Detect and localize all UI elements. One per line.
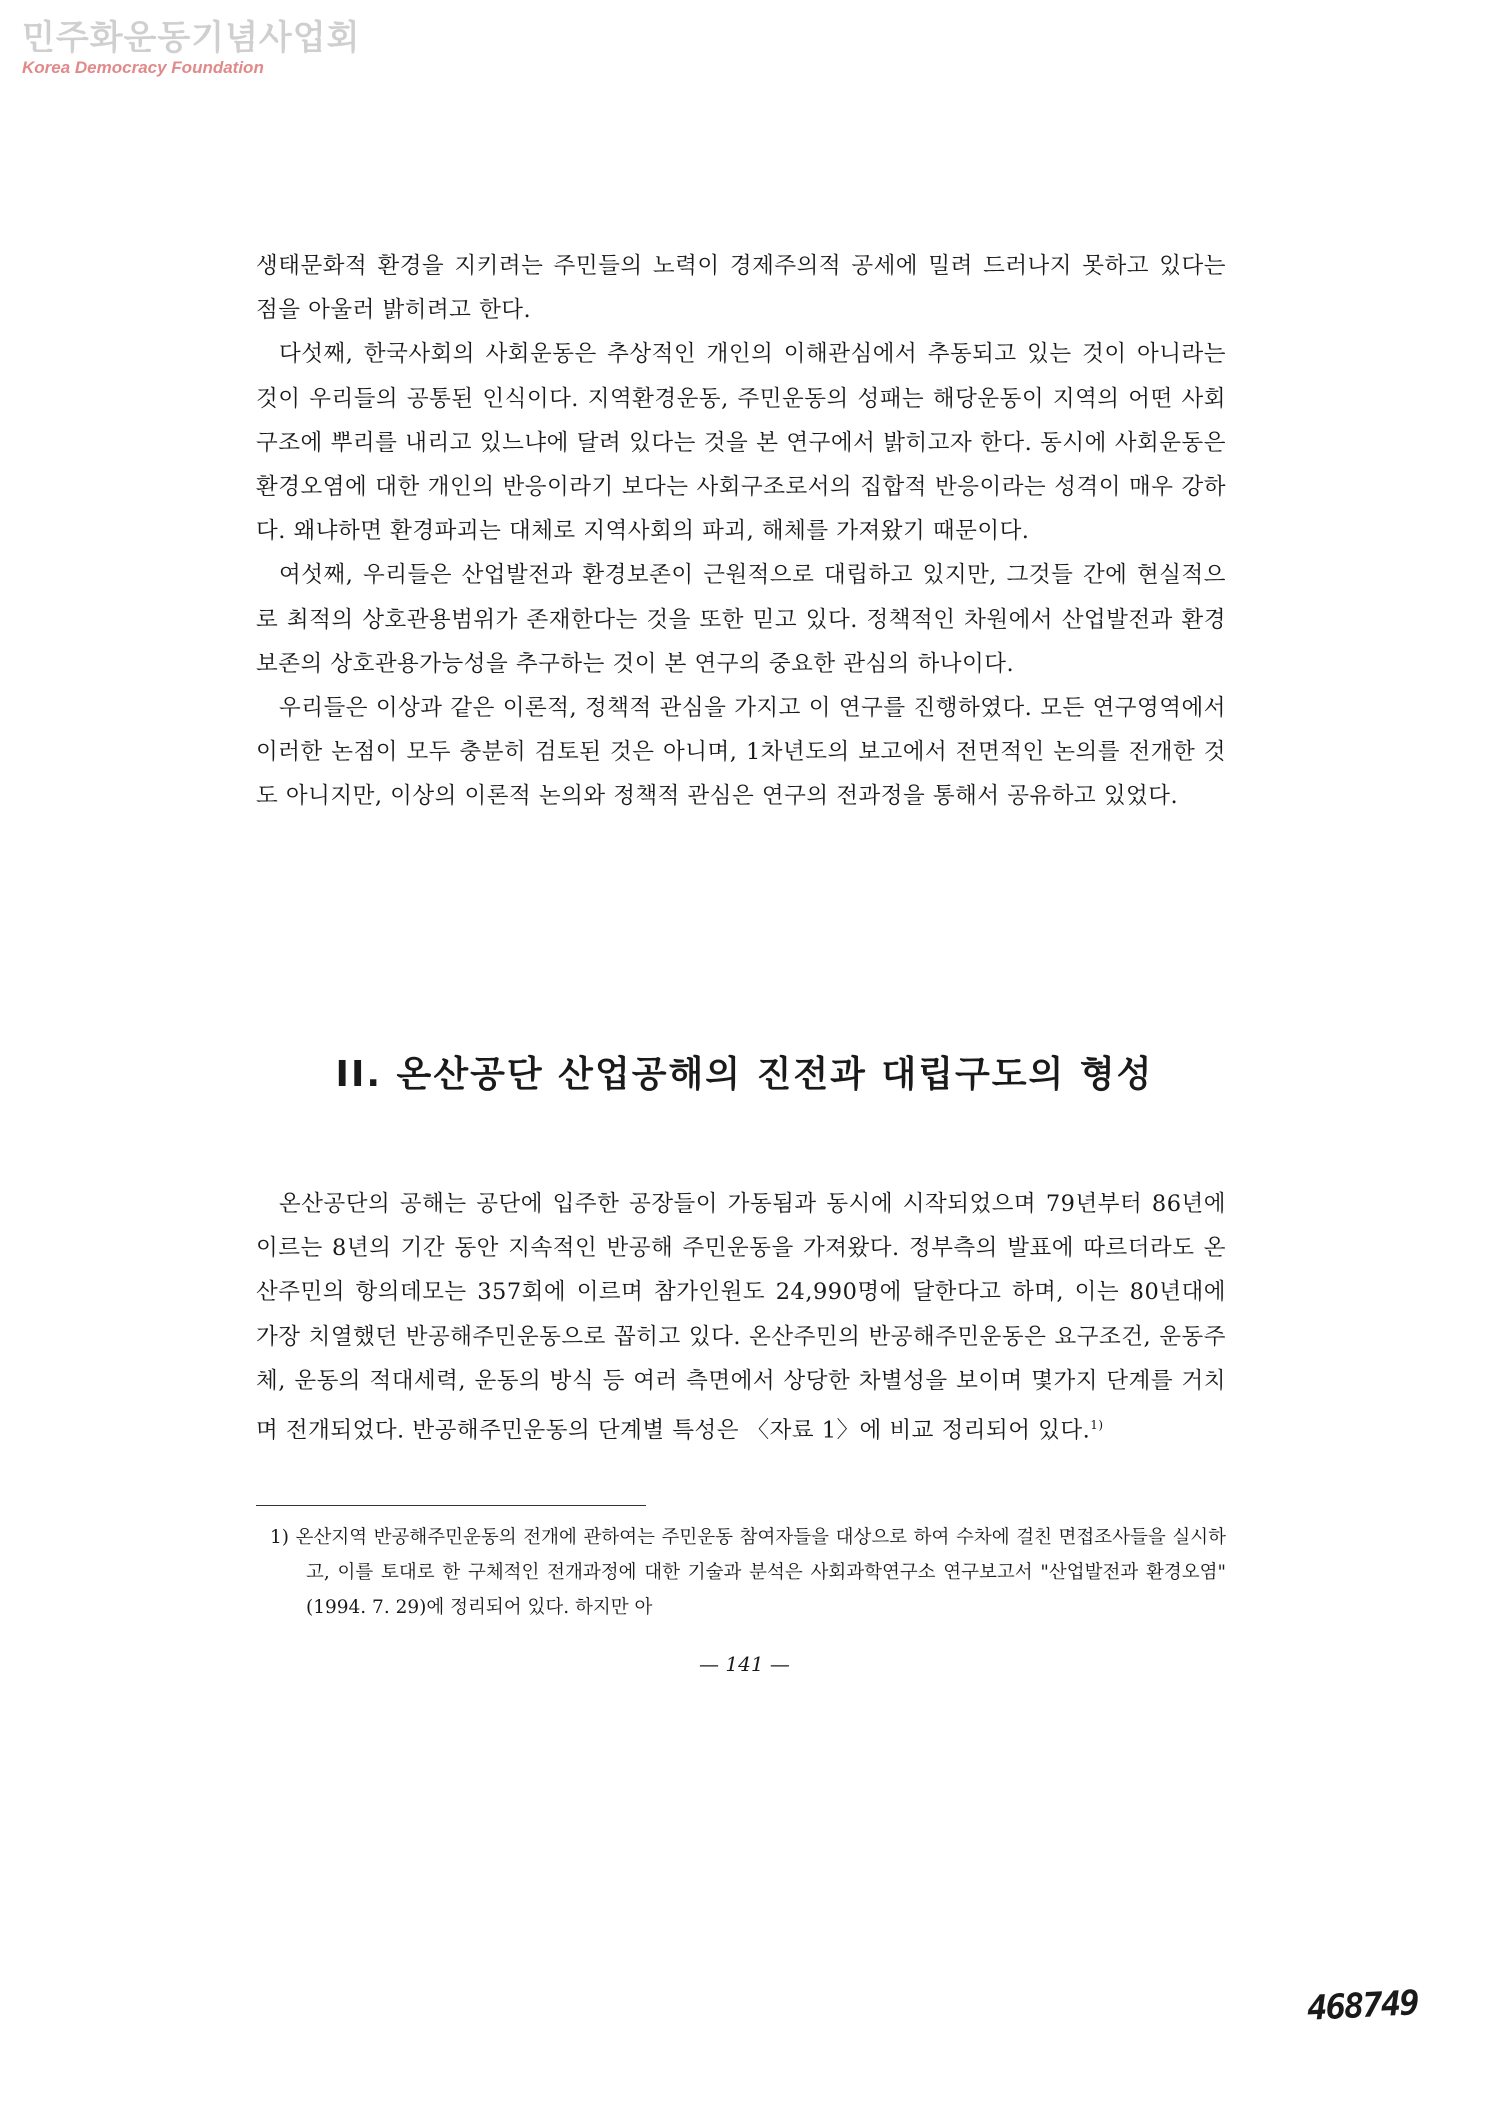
paragraph: 우리들은 이상과 같은 이론적, 정책적 관심을 가지고 이 연구를 진행하였다. 모든 연구영역에서 이러한 논점이 모두 충분히 검토된 것은 아니며, 1차년도의 보고에서 전면적인 논의를 전개한 것도 아니지만, 이상의 이론적 논의와 정책적 관심은 연구의 전과정을 통해서 공유하고 있었다.: [256, 695, 1226, 810]
paragraph-text: 온산공단의 공해는 공단에 입주한 공장들이 가동됨과 동시에 시작되었으며 79년부터 86년에 이르는 8년의 기간 동안 지속적인 반공해 주민운동을 가져왔다. 정부측의 발표에 따르더라도 온산주민의 항의데모는 357회에 이르며 참가인원도 24,990명에 달한다고 하며, 이는 80년대에 가장 치열했던 반공해주민운동으로 꼽히고 있다. 온산주민의 반공해주민운동은 요구조건, 운동주체, 운동의 적대세력, 운동의 방식 등 여러 측면에서 상당한 차별성을 보이며 몇가지 단계를 거치며 전개되었다. 반공해주민운동의 단계별 특성은 〈자료 1〉에 비교 정리되어 있다.: [256, 1191, 1226, 1444]
paragraph: 생태문화적 환경을 지키려는 주민들의 노력이 경제주의적 공세에 밀려 드러나지 못하고 있다는 점을 아울러 밝히려고 한다.: [256, 253, 1226, 324]
watermark-korean: 민주화운동기념사업회: [22, 18, 361, 58]
footnote-marker: 1): [1090, 1418, 1104, 1433]
paragraph: 다섯째, 한국사회의 사회운동은 추상적인 개인의 이해관심에서 추동되고 있는 것이 아니라는 것이 우리들의 공통된 인식이다. 지역환경운동, 주민운동의 성패는 해당운동이 지역의 어떤 사회구조에 뿌리를 내리고 있느냐에 달려 있다는 것을 본 연구에서 밝히고자 한다. 동시에 사회운동은 환경오염에 대한 개인의 반응이라기 보다는 사회구조로서의 집합적 반응이라는 성격이 매우 강하다. 왜냐하면 환경파괴는 대체로 지역사회의 파괴, 해체를 가져왔기 때문이다.: [256, 341, 1226, 545]
footnote-divider: [256, 1505, 646, 1506]
paragraph: [256, 1182, 1226, 1453]
page-number: — 141 —: [699, 1652, 790, 1676]
footnote: [270, 1520, 1226, 1625]
body-text-upper: [256, 244, 1226, 819]
body-text-lower: [256, 1182, 1226, 1453]
watermark-english: Korea Democracy Foundation: [22, 58, 264, 77]
section-heading: II. 온산공단 산업공해의 진전과 대립구도의 형성: [335, 1054, 1154, 1095]
footnote-text: 1) 온산지역 반공해주민운동의 전개에 관하여는 주민운동 참여자들을 대상으로 하여 수차에 걸친 면접조사들을 실시하고, 이를 토대로 한 구체적인 전개과정에 대한 기술과 분석은 사회과학연구소 연구보고서 "산업발전과 환경오염"(1994. 7. 29)에 정리되어 있다. 하지만 아: [270, 1527, 1226, 1618]
paragraph: 여섯째, 우리들은 산업발전과 환경보존이 근원적으로 대립하고 있지만, 그것들 간에 현실적으로 최적의 상호관용범위가 존재한다는 것을 또한 믿고 있다. 정책적인 차원에서 산업발전과 환경보존의 상호관용가능성을 추구하는 것이 본 연구의 중요한 관심의 하나이다.: [256, 562, 1226, 677]
handwritten-number: 468749: [1306, 1983, 1419, 2029]
watermark: [22, 18, 360, 78]
